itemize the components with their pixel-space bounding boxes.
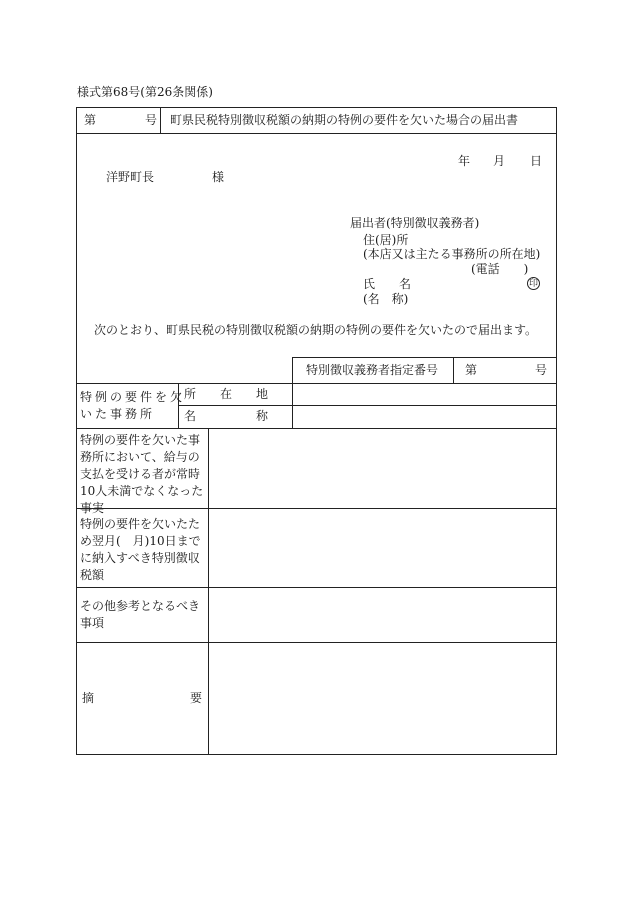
designation-prefix: 第 (465, 363, 478, 377)
row-tax-amount-label: 特例の要件を欠いたた め翌月( 月)10日まで に納入すべき特別徴収 税額 (80, 517, 201, 582)
header-vertical-divider (160, 107, 161, 133)
designation-left-line (292, 357, 293, 383)
row-divider-1 (76, 508, 557, 509)
row-summary-label: 摘 要 (82, 691, 203, 705)
addressee-name: 洋野町長 (106, 170, 155, 184)
addressee-honorific: 様 (212, 170, 225, 184)
office-location-label: 所 在 地 (184, 387, 269, 401)
designation-top-line (292, 357, 557, 358)
lower-label-divider (208, 428, 209, 755)
office-location-value[interactable] (293, 384, 556, 405)
row-reference-value[interactable] (210, 589, 555, 640)
designation-mid-line (453, 357, 454, 383)
office-label: 特例の要件を欠 いた事務所 (80, 390, 186, 421)
date-month-label: 月 (493, 154, 506, 168)
date-year-label: 年 (458, 154, 471, 168)
header-number-label: 第 (84, 113, 97, 127)
form-number: 様式第68号(第26条関係) (77, 85, 213, 99)
form-title: 町県民税特別徴収税額の納期の特例の要件を欠いた場合の届出書 (170, 113, 519, 127)
row-fact-label: 特例の要件を欠いた事 務所において、給与の 支払を受ける者が常時 10人未満でなくなった 事実 (80, 433, 204, 515)
row-tax-amount-value[interactable] (210, 510, 555, 585)
office-bottom-line (76, 428, 557, 429)
row-divider-3 (76, 642, 557, 643)
designation-suffix: 号 (535, 363, 548, 377)
seal-mark: 印 (528, 279, 538, 289)
applicant-corp-name-label: (名 称) (363, 292, 409, 306)
office-name-value[interactable] (293, 406, 556, 427)
applicant-address-note: (本店又は主たる事務所の所在地) (363, 247, 541, 261)
row-divider-2 (76, 587, 557, 588)
applicant-phone-label: (電話 ) (471, 262, 529, 276)
statement-text: 次のとおり、町県民税の特別徴収税額の納期の特例の要件を欠いたので届出ます。 (94, 323, 538, 337)
office-name-label: 名 称 (184, 409, 269, 423)
row-reference-label: その他参考となるべき 事項 (80, 599, 201, 630)
header-divider (76, 133, 557, 134)
header-number-suffix: 号 (145, 113, 158, 127)
row-fact-value[interactable] (210, 430, 555, 506)
applicant-address-label: 住(居)所 (363, 233, 409, 247)
row-summary-value[interactable] (210, 644, 555, 753)
applicant-label: 届出者(特別徴収義務者) (350, 216, 480, 230)
applicant-name-label: 氏 名 (363, 277, 412, 291)
date-day-label: 日 (530, 154, 543, 168)
designation-label: 特別徴収義務者指定番号 (306, 363, 439, 377)
